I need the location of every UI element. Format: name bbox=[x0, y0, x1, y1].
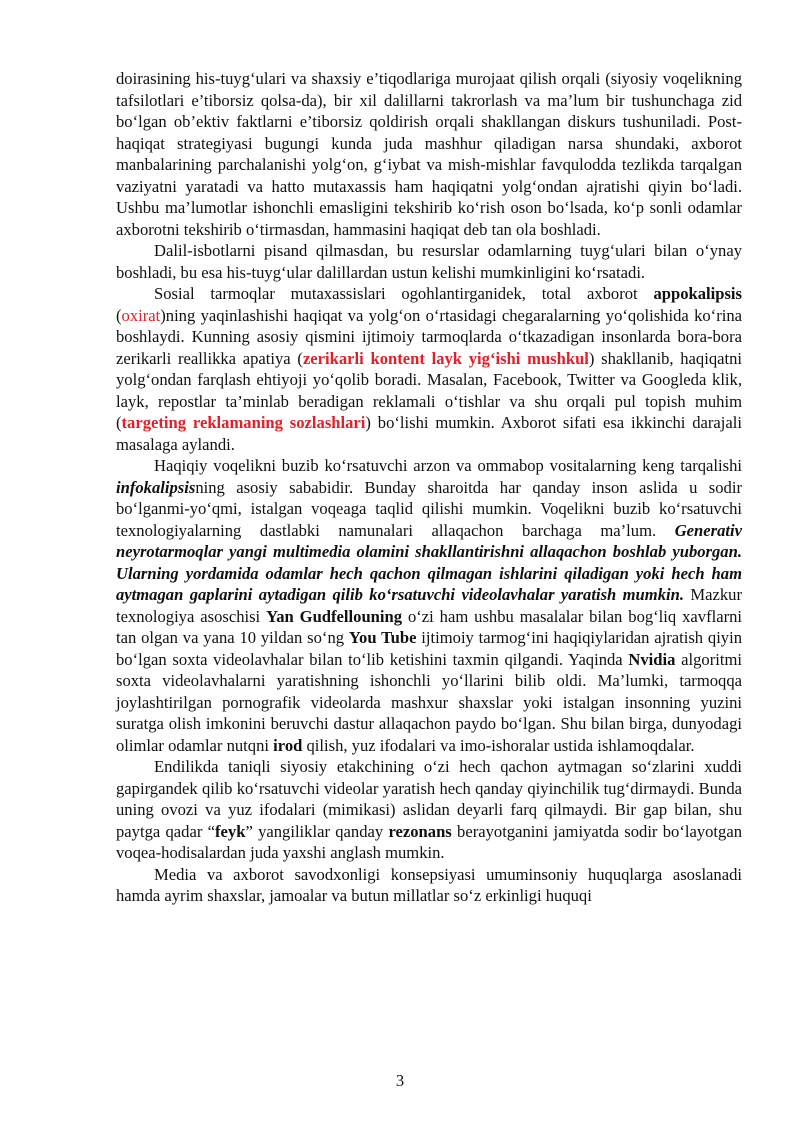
paragraph-text: Endilikda taniqli siyosiy etakchining o‘zi hech qachon aytmagan so‘zlarini xuddi gapirgandek qilib ko‘rsatuvchi videolar yaratish hech qanday qiyinchilik tug‘dirmaydi. Bunda uning ovozi va yuz ifodalari (mimikasi) aslidan deyarli farq qilmaydi. Bir gap bilan, shu paytga qadar “ bbox=[116, 757, 742, 841]
emphasis-text: irod bbox=[273, 735, 303, 755]
paragraph-text: ) bo‘lishi mumkin. Axborot sifati esa ikkinchi darajali masalaga aylandi. bbox=[116, 413, 742, 454]
paragraph bbox=[116, 455, 742, 756]
paragraph-text: o‘zi ham ushbu masalalar bilan bog‘liq xavflarni tan olgan va yana 10 yildan so‘ng bbox=[116, 606, 743, 647]
emphasis-text: Generativ neyrotarmoqlar yangi multimedia olamini shakllantirishni allaqachon boshlab yuborgan. Ularning yordamida odamlar hech qachon qilmagan ishlarini qiladigan yoki hech ham aytmagan gaplarini aytadigan qilib ko‘rsatuvchi videolavhalar yaratish mumkin. bbox=[116, 520, 742, 604]
paragraph bbox=[116, 283, 742, 455]
paragraph-text: Haqiqiy voqelikni buzib ko‘rsatuvchi arzon va ommabop vositalarning keng tarqalishi bbox=[154, 456, 742, 475]
paragraph bbox=[116, 756, 742, 864]
emphasis-text: infokalipsis bbox=[116, 477, 196, 497]
emphasis-text: zerikarli kontent layk yig‘ishi mushkul bbox=[302, 348, 589, 368]
emphasis-text: Nvidia bbox=[628, 649, 676, 669]
emphasis-text: appokalipsis bbox=[653, 284, 742, 303]
page-number: 3 bbox=[395, 1071, 405, 1090]
paragraph bbox=[116, 240, 742, 283]
emphasis-text: feyk bbox=[215, 821, 246, 841]
emphasis-text: rezonans bbox=[388, 821, 452, 841]
paragraph-text: ) shakllanib, haqiqatni yolg‘ondan farqlash ehtiyoji yo‘qolib boradi. Masalan, Facebook, Twitter va Googleda klik, layk, repostlar ta’minlab beradigan reklamali o‘tishlar va shu orqali pul topish muhim ( bbox=[116, 348, 742, 432]
paragraph bbox=[116, 68, 742, 240]
paragraph-text: qilish, yuz ifodalari va imo-ishoralar ustida ishlamoqdalar. bbox=[302, 735, 695, 755]
emphasis-text: Yan Gudfellouning bbox=[266, 606, 403, 626]
paragraph-text: ijtimoiy tarmog‘ini haqiqiylaridan ajratish qiyin bo‘lgan soxta videolavhalar bilan to‘lib ketishini taxmin qilgandi. Yaqinda bbox=[116, 628, 743, 669]
paragraph-text: )ning yaqinlashishi haqiqat va yolg‘on o‘rtasidagi chegaralarning yo‘qolishida ko‘rina boshlaydi. Kunning asosiy qismini ijtimoiy tarmoqlarda o‘tkazadigan insonlarda bora-bora zerikarli reallikka apatiya ( bbox=[116, 305, 742, 368]
paragraph-text: Dalil-isbotlarni pisand qilmasdan, bu resurslar odamlarning tuyg‘ulari bilan o‘ynay boshladi, bu esa his-tuyg‘ular dalillardan ustun kelishi mumkinligini ko‘rsatadi. bbox=[116, 241, 742, 282]
paragraph-text: algoritmi soxta videolavhalarni yaratishning ishonchli yo‘llarini bilib oldi. Ma’lumki, tarmoqqa joylashtirilgan pornografik videolarda mashxur shaxslar yoki istalgan insonning yuzini suratga olish imkonini beruvchi dastur allaqachon paydo bo‘lgan. Shu bilan birga, dunyodagi olimlar odamlar nutqni bbox=[116, 649, 742, 755]
paragraph-text: doirasining his-tuyg‘ulari va shaxsiy e’tiqodlariga murojaat qilish orqali (siyosiy voqelikning tafsilotlari e’tiborsiz qolsa-da), bir xil dalillarni takrorlash va ma’lum bir tushunchaga zid bo‘lgan ob’ektiv faktlarni e’tiborsiz qoldirish orqali shakllangan diskurs tushuniladi. Post-haqiqat strategiyasi bugungi kunda juda mashhur qiladigan narsa shundaki, axborot manbalarining parchalanishi yolg‘on, g‘iybat va mish-mishlar favqulodda tezlikda tarqalgan vaziyatni yaratadi va hatto mutaxassis ham haqiqatni yolg‘ondan ajratishi qiyin bo‘ladi. Ushbu ma’lumotlar ishonchli emasligini tekshirib ko‘rish oson bo‘lsada, ko‘p sonli odamlar axborotni tekshirib o‘tirmasdan, hammasini haqiqat deb tan ola boshladi. bbox=[116, 69, 742, 239]
paragraph-text: ( bbox=[116, 305, 122, 325]
paragraph-text: Media va axborot savodxonligi konsepsiyasi umuminsoniy huquqlarga asoslanadi hamda ayrim shaxslar, jamoalar va butun millatlar so‘z erkinligi huquqi bbox=[116, 864, 742, 905]
emphasis-text: oxirat bbox=[121, 305, 161, 325]
paragraph-text: Mazkur texnologiya asoschisi bbox=[116, 585, 742, 626]
emphasis-text: You Tube bbox=[348, 628, 417, 647]
emphasis-text: targeting reklamaning sozlashlari bbox=[121, 413, 366, 432]
paragraph-text: Sosial tarmoqlar mutaxassislari ogohlantirganidek, total axborot bbox=[154, 284, 654, 303]
paragraph bbox=[116, 864, 742, 907]
document-body bbox=[116, 68, 742, 907]
paragraph-text: ” yangiliklar qanday bbox=[245, 821, 389, 841]
paragraph-text: ning asosiy sababidir. Bunday sharoitda har qanday inson aslida u sodir bo‘lganmi-yo‘qmi, istalgan voqeaga taqlid qilishi mumkin. Voqelikni buzib ko‘rsatuvchi texnologiyalarning dastlabki namunalari allaqachon barchaga ma’lum. bbox=[116, 477, 742, 540]
paragraph-text: berayotganini jamiyatda sodir bo‘layotgan voqea-hodisalardan juda yaxshi anglash mumkin. bbox=[116, 821, 742, 862]
